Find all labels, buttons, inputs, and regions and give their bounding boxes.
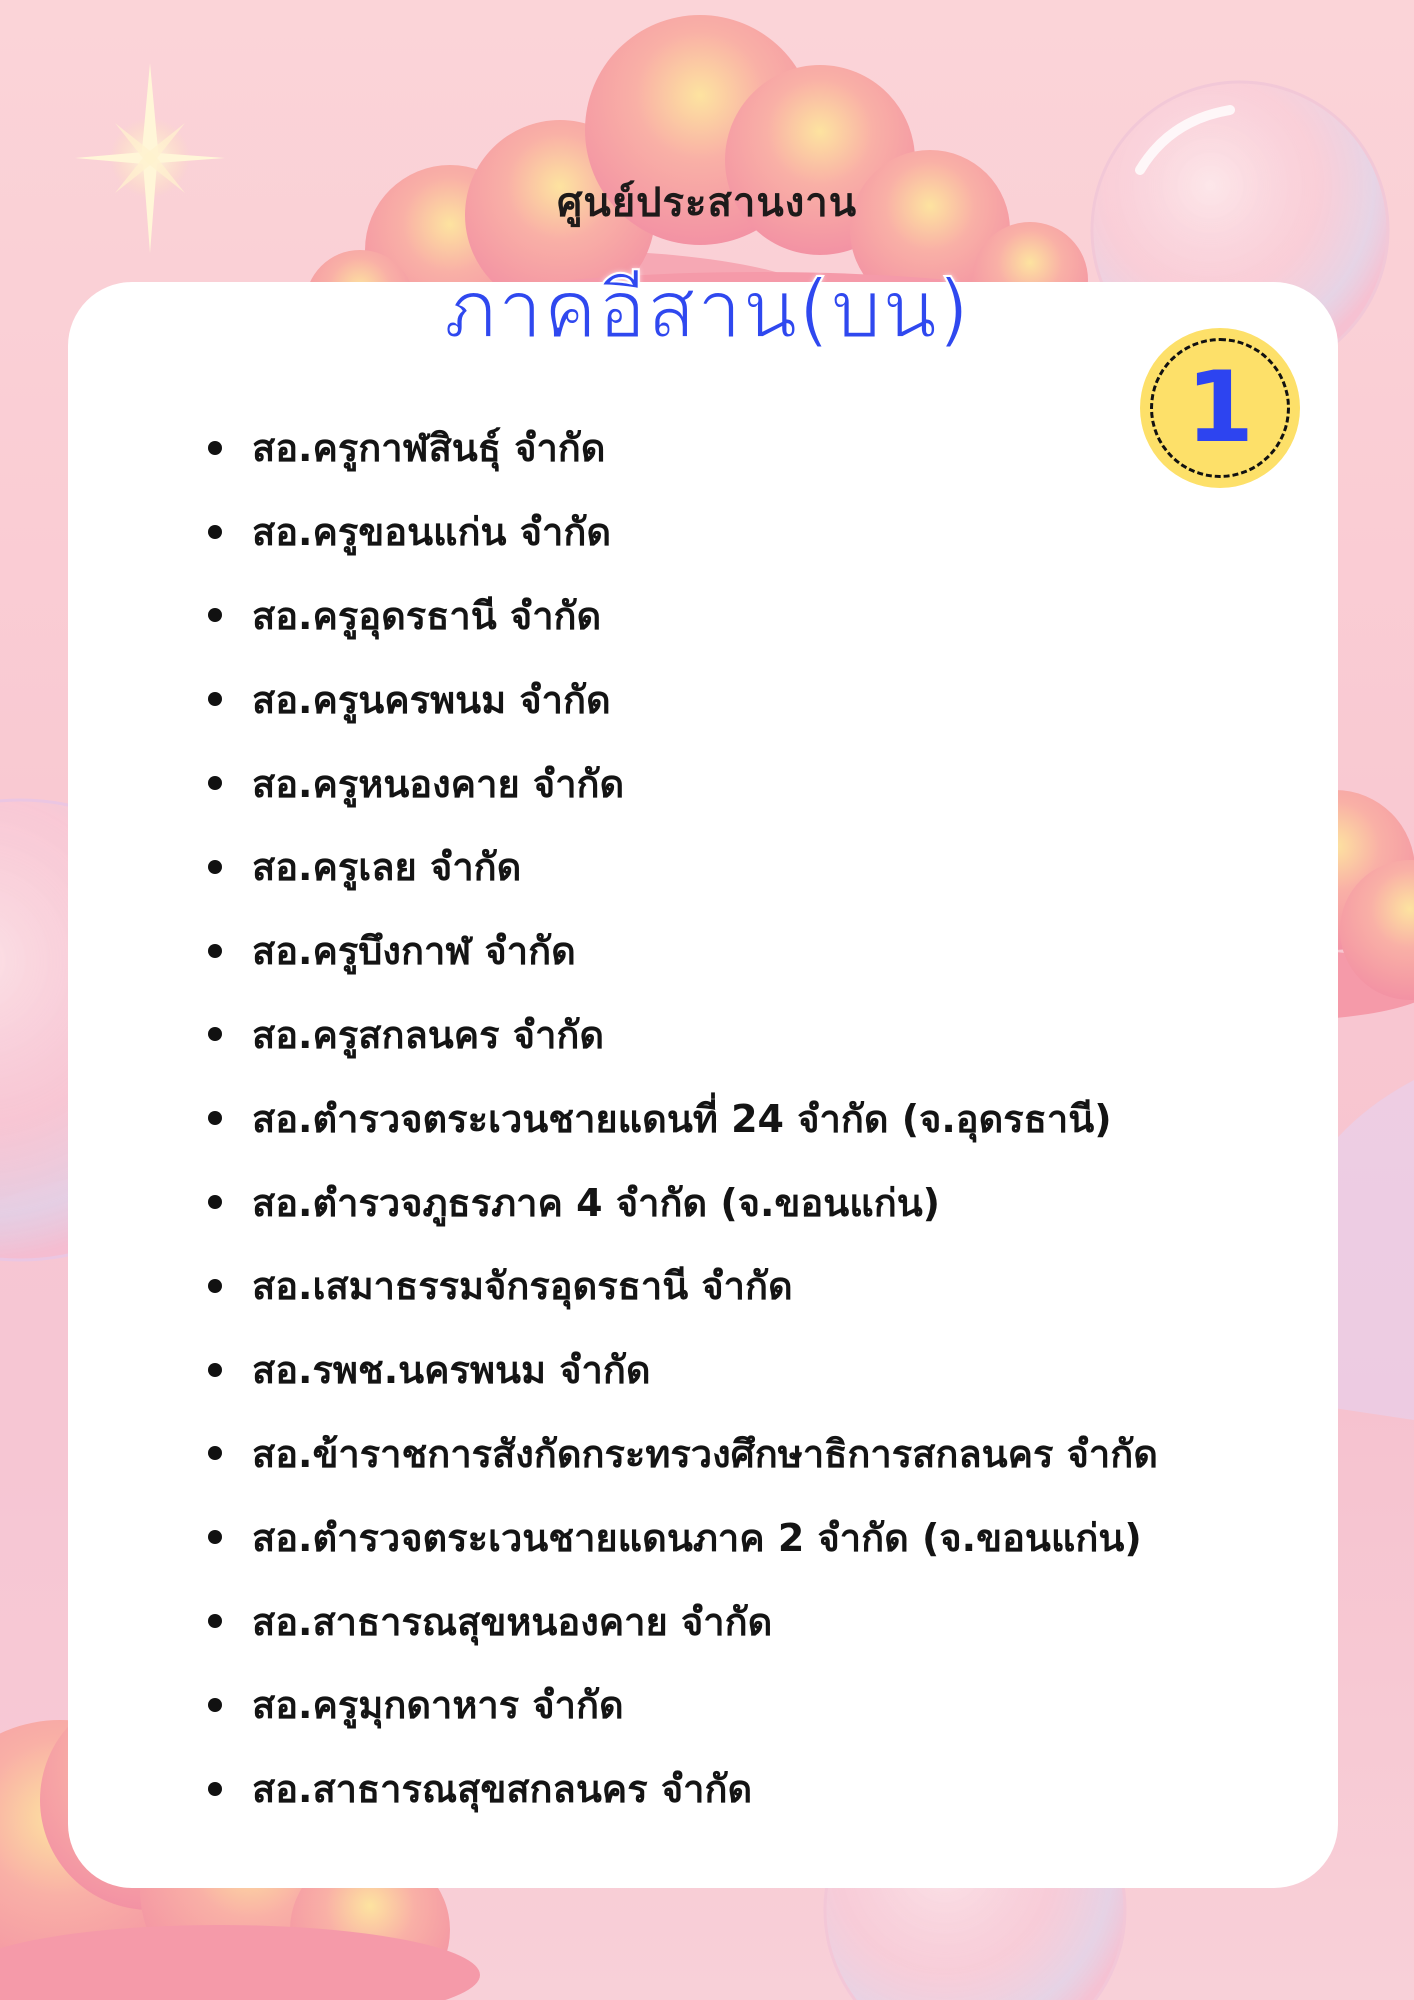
page-subtitle: ศูนย์ประสานงาน [556, 180, 858, 226]
list-item [200, 1495, 1320, 1579]
list-item-label: สอ.ครูมุกดาหาร จำกัด [252, 1683, 624, 1728]
list-item-label: สอ.ครูกาฬสินธุ์ จำกัด [252, 426, 606, 471]
badge-number: 1 [1185, 351, 1255, 465]
list-item-label: สอ.เสมาธรรมจักรอุดรธานี จำกัด [252, 1264, 793, 1309]
list-item-label: สอ.ครูสกลนคร จำกัด [252, 1012, 605, 1057]
list-item [200, 657, 1320, 741]
bullet-dot-icon [208, 1279, 222, 1293]
bullet-dot-icon [208, 1363, 222, 1377]
list-item-label: สอ.ตำรวจภูธรภาค 4 จำกัด (จ.ขอนแก่น) [252, 1180, 941, 1225]
list-item [200, 574, 1320, 658]
bullet-dot-icon [208, 776, 222, 790]
list-item [200, 1076, 1320, 1160]
list-item-label: สอ.ตำรวจตระเวนชายแดนภาค 2 จำกัด (จ.ขอนแก่น) [252, 1515, 1142, 1560]
list-item-label: สอ.รพช.นครพนม จำกัด [252, 1348, 651, 1393]
page-title: ภาคอีสาน(บน) [443, 263, 971, 356]
list-item-label: สอ.ข้าราชการสังกัดกระทรวงศึกษาธิการสกลนคร จำกัด [252, 1431, 1158, 1476]
list-item [200, 1412, 1320, 1496]
bullet-dot-icon [208, 441, 222, 455]
list-item [200, 1160, 1320, 1244]
list-item [200, 1747, 1320, 1831]
bullet-dot-icon [208, 692, 222, 706]
list-item [200, 1579, 1320, 1663]
bullet-dot-icon [208, 1195, 222, 1209]
cooperative-list [200, 406, 1320, 1831]
list-item [200, 490, 1320, 574]
bullet-dot-icon [208, 1446, 222, 1460]
list-item-label: สอ.ตำรวจตระเวนชายแดนที่ 24 จำกัด (จ.อุดรธานี) [252, 1096, 1112, 1141]
bullet-dot-icon [208, 1698, 222, 1712]
list-item [200, 993, 1320, 1077]
bullet-dot-icon [208, 1782, 222, 1796]
bullet-dot-icon [208, 944, 222, 958]
list-item-label: สอ.สาธารณสุขหนองคาย จำกัด [252, 1599, 773, 1644]
list-item [200, 825, 1320, 909]
list-item-label: สอ.ครูอุดรธานี จำกัด [252, 593, 602, 638]
bullet-dot-icon [208, 1614, 222, 1628]
list-item [200, 741, 1320, 825]
list-item-label: สอ.ครูบึงกาฬ จำกัด [252, 929, 576, 974]
bullet-dot-icon [208, 1111, 222, 1125]
list-item [200, 406, 1320, 490]
bullet-dot-icon [208, 608, 222, 622]
list-item-label: สอ.ครูขอนแก่น จำกัด [252, 510, 612, 555]
bullet-dot-icon [208, 1027, 222, 1041]
list-item [200, 1244, 1320, 1328]
bullet-dot-icon [208, 525, 222, 539]
list-item-label: สอ.สาธารณสุขสกลนคร จำกัด [252, 1767, 753, 1812]
list-item [200, 1663, 1320, 1747]
bullet-dot-icon [208, 860, 222, 874]
list-item [200, 1328, 1320, 1412]
bullet-dot-icon [208, 1530, 222, 1544]
list-item-label: สอ.ครูเลย จำกัด [252, 845, 522, 890]
list-item-label: สอ.ครูนครพนม จำกัด [252, 677, 611, 722]
list-item [200, 909, 1320, 993]
list-item-label: สอ.ครูหนองคาย จำกัด [252, 761, 625, 806]
